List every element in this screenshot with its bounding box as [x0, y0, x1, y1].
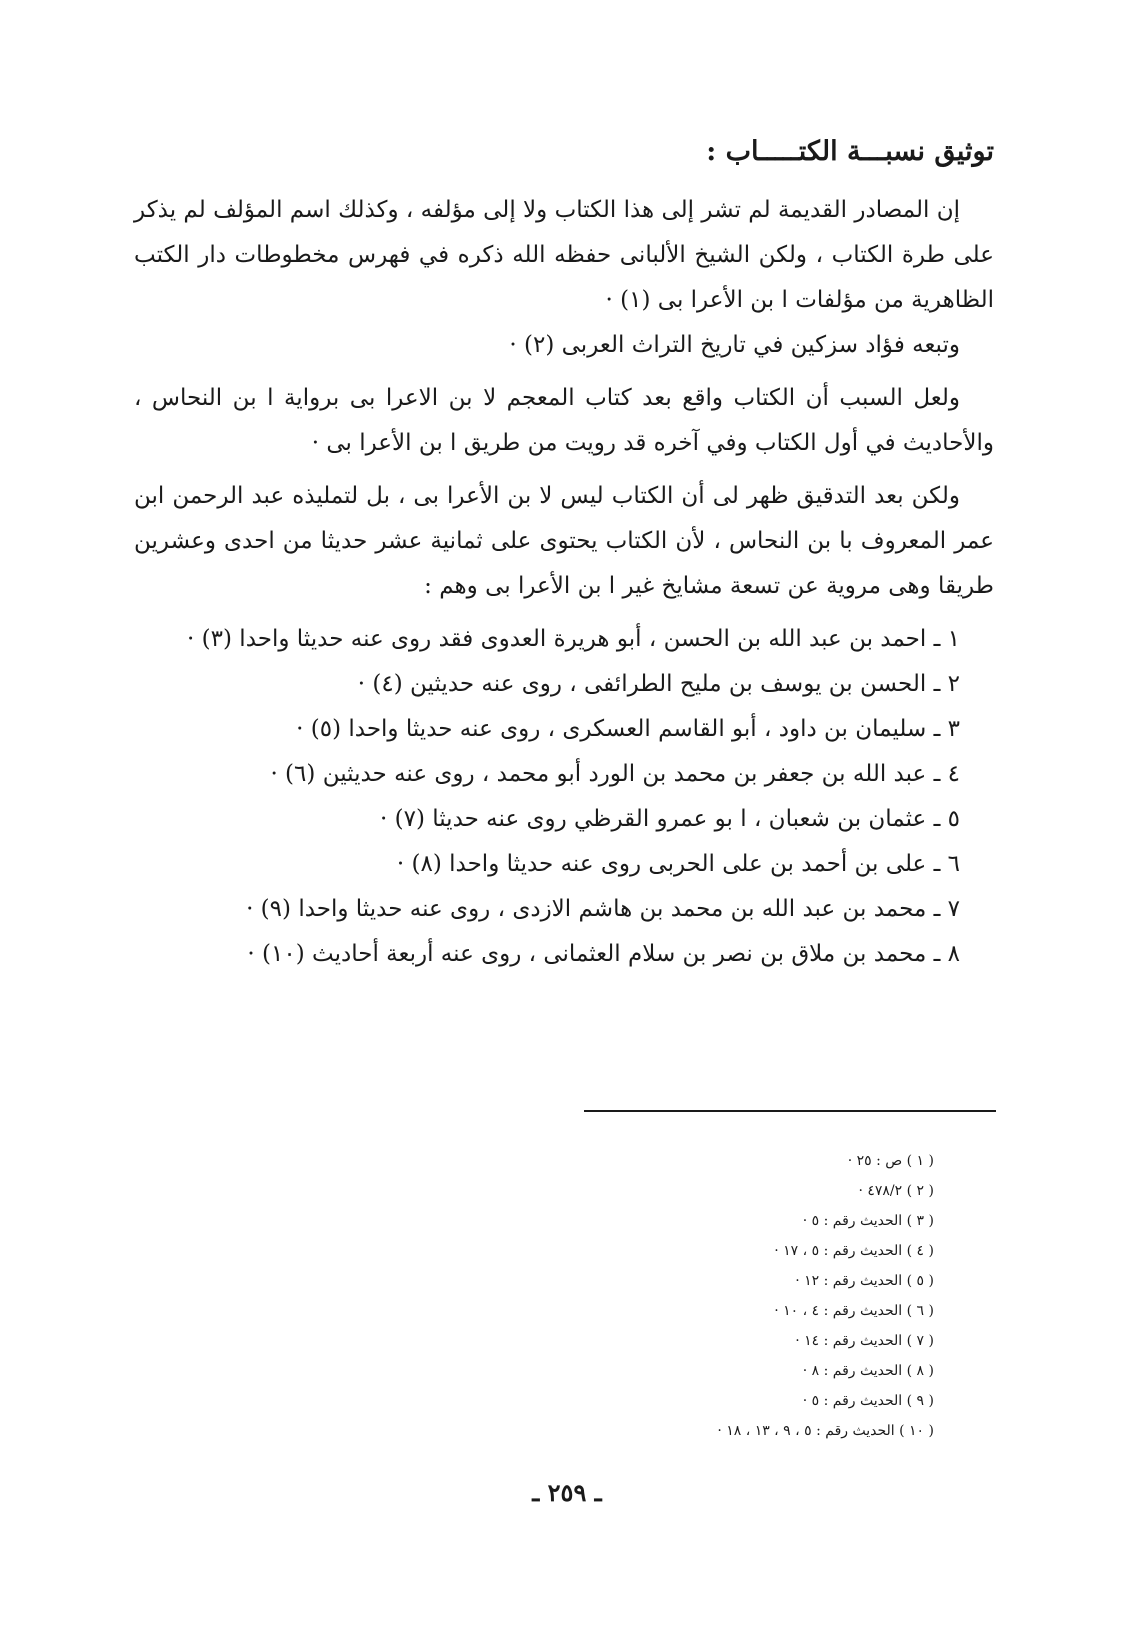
footnote: ( ٨ ) الحديث رقم : ٨ · — [802, 1363, 934, 1379]
list-item: ٧ ـ محمد بن عبد الله بن محمد بن هاشم الازدى ، روى عنه حديثا واحدا (٩) · — [246, 896, 960, 922]
list-item: ٥ ـ عثمان بن شعبان ، ا بو عمرو القرظي روى عنه حديثا (٧) · — [379, 806, 960, 832]
footnote: ( ٤ ) الحديث رقم : ٥ ، ١٧ · — [774, 1243, 934, 1259]
list-item: ٤ ـ عبد الله بن جعفر بن محمد بن الورد أبو محمد ، روى عنه حديثين (٦) · — [270, 761, 960, 787]
paragraph-intro: إن المصادر القديمة لم تشر إلى هذا الكتاب ولا إلى مؤلفه ، وكذلك اسم المؤلف لم يذكر على طرة الكتاب ، ولكن الشيخ الألبانى حفظه الله ذكره في فهرس مخطوطات دار الكتب الظاهرية من مؤلفات ا بن الأعرا بى (١) · — [134, 197, 994, 313]
paragraph-reason: ولعل السبب أن الكتاب واقع بعد كتاب المعجم لا بن الاعرا بى برواية ا بن النحاس ، والأحاديث في أول الكتاب وفي آخره قد رويت من طريق ا بن الأعرا بى · — [134, 385, 994, 456]
paragraph-verification: ولكن بعد التدقيق ظهر لى أن الكتاب ليس لا بن الأعرا بى ، بل لتمليذه عبد الرحمن ابن عمر المعروف با بن النحاس ، لأن الكتاب يحتوى على ثمانية عشر حديثا من احدى وعشرين طريقا وهى مروية عن تسعة مشايخ غير ا بن الأعرا بى وهم : — [134, 483, 994, 599]
paragraph-sezgin: وتبعه فؤاد سزكين في تاريخ التراث العربى (٢) · — [509, 332, 960, 358]
list-item: ٣ ـ سليمان بن داود ، أبو القاسم العسكرى ، روى عنه حديثا واحدا (٥) · — [296, 716, 960, 742]
footnote: ( ١ ) ص : ٢٥ · — [847, 1153, 934, 1169]
body-text — [134, 188, 994, 977]
footnote: ( ٦ ) الحديث رقم : ٤ ، ١٠ · — [774, 1303, 934, 1319]
section-heading: توثيق نسبـــة الكتـــــاب : — [706, 136, 994, 167]
footnote-divider — [584, 1110, 996, 1112]
list-item: ١ ـ احمد بن عبد الله بن الحسن ، أبو هريرة العدوى فقد روى عنه حديثا واحدا (٣) · — [187, 626, 960, 652]
footnote: ( ٣ ) الحديث رقم : ٥ · — [802, 1213, 934, 1229]
footnote: ( ١٠ ) الحديث رقم : ٥ ، ٩ ، ١٣ ، ١٨ · — [717, 1423, 934, 1439]
footnote: ( ٩ ) الحديث رقم : ٥ · — [802, 1393, 934, 1409]
list-item: ٦ ـ على بن أحمد بن على الحربى روى عنه حديثا واحدا (٨) · — [396, 851, 960, 877]
footnote: ( ٢ ) ٤٧٨/٢ · — [858, 1183, 934, 1199]
footnote: ( ٥ ) الحديث رقم : ١٢ · — [795, 1273, 934, 1289]
footnotes-list — [334, 1146, 934, 1446]
list-item: ٢ ـ الحسن بن يوسف بن مليح الطرائفى ، روى عنه حديثين (٤) · — [357, 671, 960, 697]
page-number: ـ ٢٥٩ ـ — [532, 1478, 602, 1507]
narrators-list — [134, 617, 994, 977]
footnote: ( ٧ ) الحديث رقم : ١٤ · — [795, 1333, 934, 1349]
list-item: ٨ ـ محمد بن ملاق بن نصر بن سلام العثمانى ، روى عنه أربعة أحاديث (١٠) · — [247, 941, 960, 967]
